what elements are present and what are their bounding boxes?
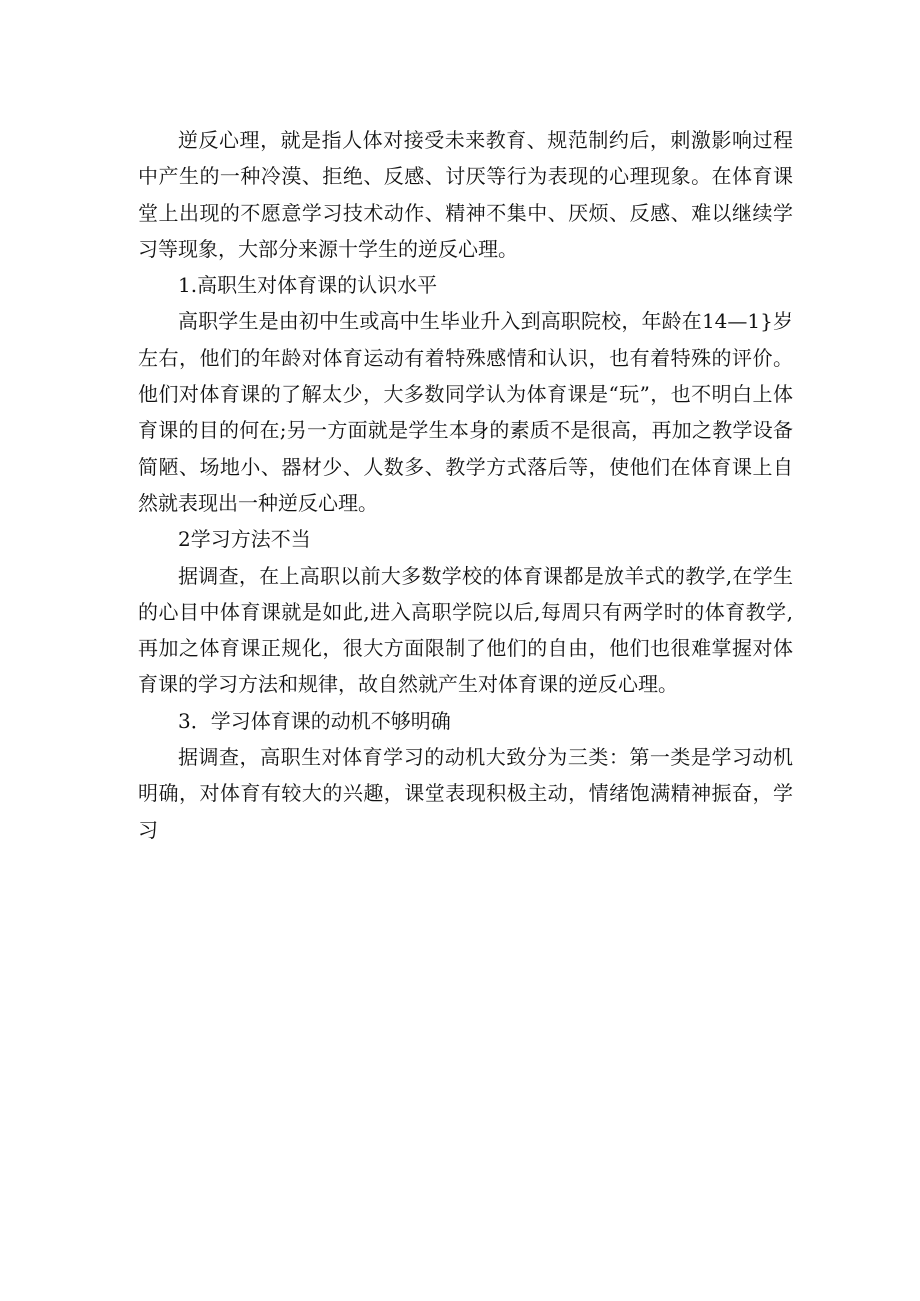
section-heading-2: 2学习方法不当 — [178, 527, 311, 552]
paragraph-section-3: 据调查，高职生对体育学习的动机大致分为三类：第一类是学习动机明确，对体育有较大的兴趣，课堂表现积极主动，情绪饱满精神振奋，学习 — [138, 745, 793, 842]
paragraph-section-2: 据调查，在上高职以前大多数学校的体育课都是放羊式的教学,在学生的心目中体育课就是如此,进入高职学院以后,每周只有两学时的体育教学,再加之体育课正规化，很大方面限制了他们的自由，他们也很难掌握对体育课的学习方法和规律，故自然就产生对体育课的逆反心理。 — [138, 563, 793, 697]
section-heading-3: 3．学习体育课的动机不够明确 — [178, 708, 451, 733]
document-body — [138, 122, 793, 848]
paragraph-intro: 逆反心理，就是指人体对接受未来教育、规范制约后，刺激影响过程中产生的一种冷漠、拒绝、反感、讨厌等行为表现的心理现象。在体育课堂上出现的不愿意学习技术动作、精神不集中、厌烦、反感、难以继续学习等现象，大部分来源十学生的逆反心理。 — [138, 128, 793, 261]
section-heading-1: 1.高职生对体育课的认识水平 — [178, 273, 438, 298]
paragraph-section-1: 高职学生是由初中生或高中生毕业升入到高职院校，年龄在14—1}岁左右，他们的年龄对体育运动有着特殊感情和认识，也有着特殊的评价。他们对体育课的了解太少，大多数同学认为体育课是“玩”，也不明白上体育课的目的何在;另一方面就是学生本身的素质不是很高，再加之教学设备简陋、场地小、器材少、人数多、教学方式落后等，使他们在体育课上自然就表现出一种逆反心理。 — [138, 309, 793, 515]
